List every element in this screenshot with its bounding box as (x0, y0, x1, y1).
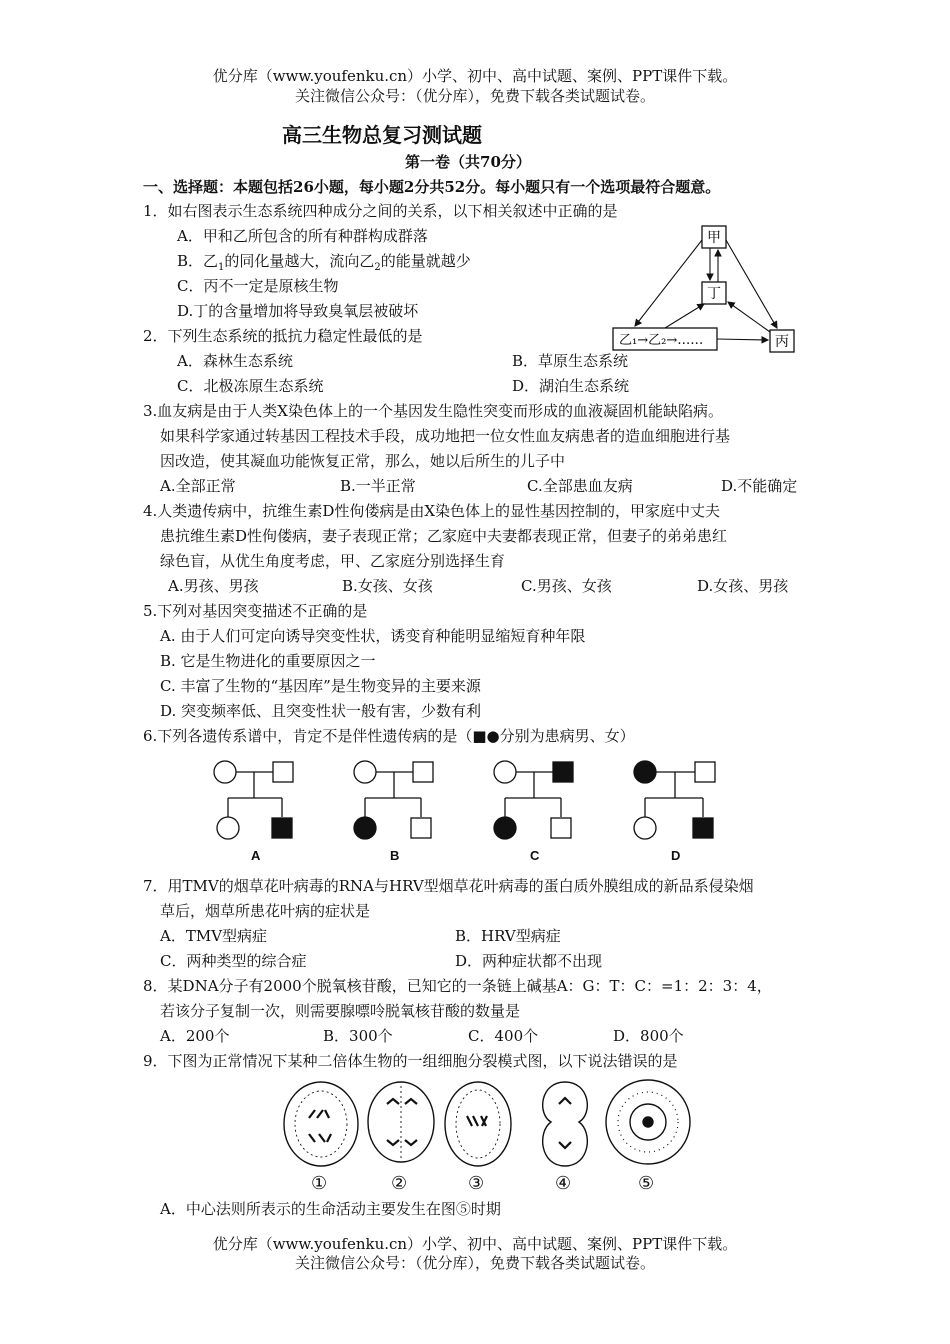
q4-option-d: D.女孩、男孩 (697, 577, 789, 595)
header-line-1: 优分库（www.youfenku.cn）小学、初中、高中试题、案例、PPT课件下载。 (212, 67, 738, 85)
q2-option-d: D．湖泊生态系统 (512, 377, 630, 395)
q8-option-a: A．200个 (160, 1027, 230, 1045)
q1-option-d: D.丁的含量增加将导致臭氧层被破坏 (177, 302, 419, 320)
q3-option-d: D.不能确定 (721, 477, 798, 495)
q4-line-2: 患抗维生素D性佝偻病，妻子表现正常；乙家庭中夫妻都表现正常，但妻子的弟弟患红 (160, 527, 728, 545)
section-heading: 一、选择题：本题包括26小题，每小题2分共52分。每小题只有一个选项最符合题意。 (143, 178, 721, 196)
q7-line-2: 草后，烟草所患花叶病的症状是 (160, 902, 371, 920)
cell-division-figures (275, 1074, 705, 1194)
q8-line-2: 若该分子复制一次，则需要腺嘌呤脱氧核苷酸的数量是 (160, 1002, 521, 1020)
q9-stem: 9．下图为正常情况下某种二倍体生物的一组细胞分裂模式图，以下说法错误的是 (143, 1052, 678, 1070)
header-line-2: 关注微信公众号：（优分库），免费下载各类试题试卷。 (294, 87, 655, 105)
cell-label-5: ⑤ (638, 1173, 655, 1194)
q3-line-1: 3.血友病是由于人类X染色体上的一个基因发生隐性突变而形成的血液凝固机能缺陷病。 (143, 402, 723, 420)
q4-option-c: C.男孩、女孩 (521, 577, 612, 595)
q5-option-b: B. 它是生物进化的重要原因之一 (160, 652, 376, 670)
q4-line-1: 4.人类遗传病中，抗维生素D性佝偻病是由X染色体上的显性基因控制的，甲家庭中丈夫 (143, 502, 721, 520)
cell-label-1: ① (311, 1173, 328, 1194)
pedigree-label-a: A (251, 848, 261, 863)
q3-option-a: A.全部正常 (160, 477, 236, 495)
q2-option-a: A．森林生态系统 (177, 352, 293, 370)
footer-line-2: 关注微信公众号：（优分库），免费下载各类试题试卷。 (294, 1254, 655, 1272)
q7-option-b: B．HRV型病症 (455, 927, 561, 945)
page-subtitle: 第一卷（共70分） (405, 153, 531, 171)
q1-stem: 1．如右图表示生态系统四种成分之间的关系，以下相关叙述中正确的是 (143, 202, 618, 220)
cell-label-2: ② (391, 1173, 408, 1194)
cell-3 (445, 1082, 511, 1166)
q8-option-c: C．400个 (468, 1027, 539, 1045)
pedigree-a (214, 761, 293, 839)
q8-line-1: 8．某DNA分子有2000个脱氧核苷酸，已知它的一条链上碱基A：G：T：C：=1：2：3：4， (143, 977, 772, 995)
node-ding: 丁 (707, 286, 721, 302)
q9-option-a: A．中心法则所表示的生命活动主要发生在图⑤时期 (160, 1200, 501, 1218)
q8-option-b: B．300个 (323, 1027, 393, 1045)
q4-line-3: 绿色盲，从优生角度考虑，甲、乙家庭分别选择生育 (160, 552, 506, 570)
node-yi-chain: 乙₁→乙₂→…… (619, 333, 704, 348)
node-bing: 丙 (775, 334, 789, 350)
cell-2 (368, 1082, 434, 1162)
q3-option-b: B.一半正常 (340, 477, 416, 495)
q7-line-1: 7．用TMV的烟草花叶病毒的RNA与HRV型烟草花叶病毒的蛋白质外膜组成的新品系侵染烟 (143, 877, 754, 895)
pedigree-label-b: B (390, 848, 400, 863)
q1-option-c: C．丙不一定是原核生物 (177, 277, 339, 295)
q7-option-c: C．两种类型的综合症 (160, 952, 307, 970)
q5-option-d: D. 突变频率低、且突变性状一般有害，少数有利 (160, 702, 482, 720)
q3-option-c: C.全部患血友病 (527, 477, 633, 495)
q4-option-b: B.女孩、女孩 (342, 577, 433, 595)
pedigree-b (354, 761, 433, 839)
q2-option-c: C．北极冻原生态系统 (177, 377, 324, 395)
q4-option-a: A.男孩、男孩 (168, 577, 259, 595)
footer-line-1: 优分库（www.youfenku.cn）小学、初中、高中试题、案例、PPT课件下载。 (212, 1235, 738, 1253)
q7-option-a: A．TMV型病症 (160, 927, 268, 945)
q5-option-c: C. 丰富了生物的“基因库”是生物变异的主要来源 (160, 677, 481, 695)
cell-5 (606, 1080, 690, 1164)
pedigree-c (494, 761, 573, 839)
q1-option-a: A．甲和乙所包含的所有种群构成群落 (177, 227, 428, 245)
q7-option-d: D．两种症状都不出现 (455, 952, 603, 970)
node-jia: 甲 (707, 230, 721, 246)
cell-4 (543, 1082, 588, 1166)
q6-stem: 6.下列各遗传系谱中，肯定不是伴性遗传病的是（■●分别为患病男、女） (143, 727, 635, 745)
cell-label-4: ④ (555, 1173, 572, 1194)
q3-line-2: 如果科学家通过转基因工程技术手段，成功地把一位女性血友病患者的造血细胞进行基 (160, 427, 731, 445)
pedigree-d (634, 761, 715, 839)
q5-stem: 5.下列对基因突变描述不正确的是 (143, 602, 368, 620)
cell-1 (284, 1082, 358, 1166)
q3-line-3: 因改造，使其凝血功能恢复正常，那么，她以后所生的儿子中 (160, 452, 566, 470)
q2-stem: 2．下列生态系统的抵抗力稳定性最低的是 (143, 327, 423, 345)
q8-option-d: D．800个 (613, 1027, 684, 1045)
q5-option-a: A. 由于人们可定向诱导突变性状，诱变育种能明显缩短育种年限 (160, 627, 586, 645)
pedigree-label-d: D (671, 848, 681, 863)
ecosystem-diagram (605, 218, 810, 358)
cell-label-3: ③ (468, 1173, 485, 1194)
page-title: 高三生物总复习测试题 (282, 123, 482, 147)
q2-option-b: B．草原生态系统 (512, 352, 629, 370)
q1-option-b: B．乙$_1$的同化量越大，流向乙$_2$的能量就越少 (177, 252, 471, 273)
pedigree-charts (195, 752, 735, 867)
pedigree-label-c: C (530, 848, 540, 863)
